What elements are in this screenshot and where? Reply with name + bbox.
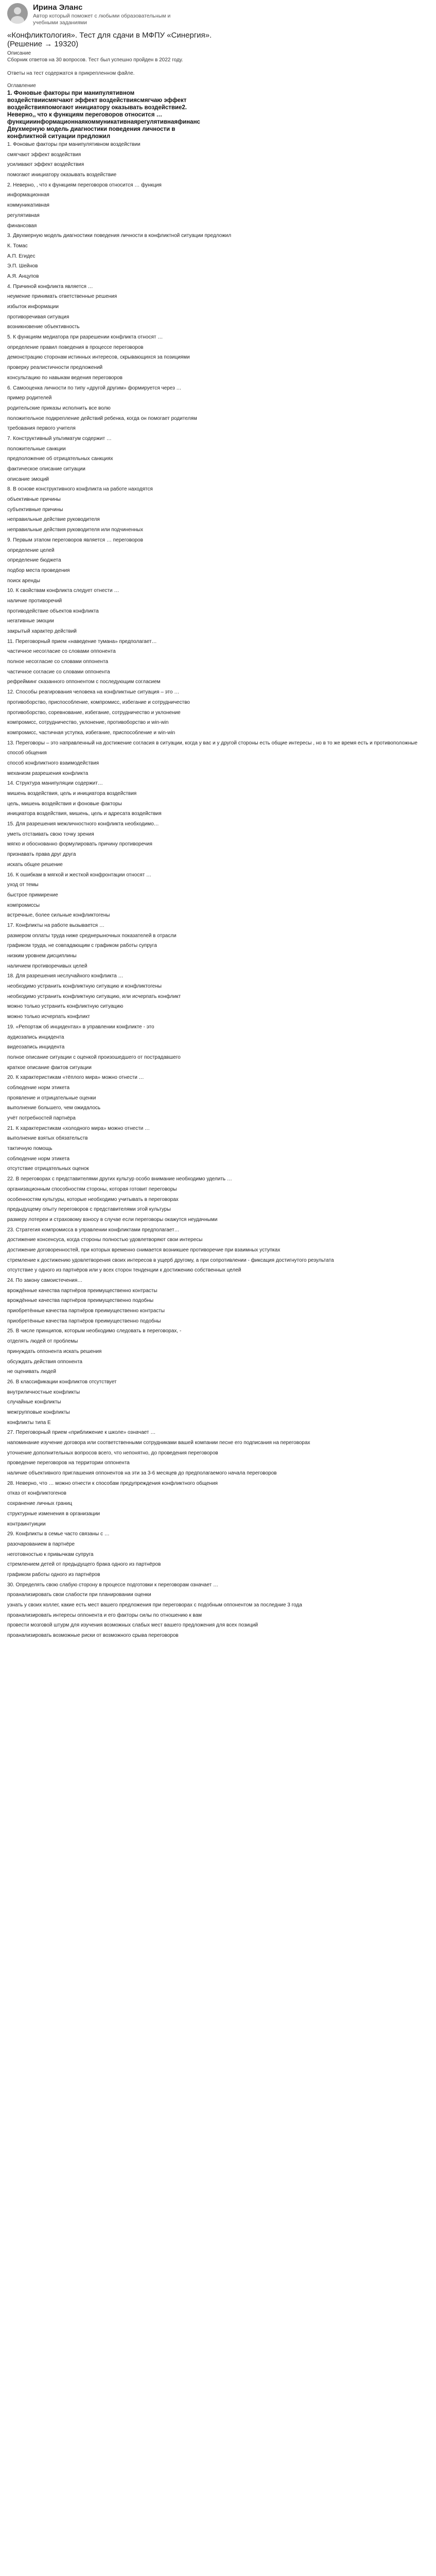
list-item: К. Томас xyxy=(7,243,28,249)
list-item: не оценивать людей xyxy=(7,1369,56,1375)
user-icon xyxy=(7,3,28,24)
list-item: узнать у своих коллег, какие есть мест вашего предложения при переговорах с подобным оппонентом за последние 3 года xyxy=(7,1602,302,1608)
list-item: усиливают эффект воздействия xyxy=(7,162,84,168)
list-item: Э.П. Шейнов xyxy=(7,263,38,269)
list-item: избыток информации xyxy=(7,304,59,310)
list-item: пример родителей xyxy=(7,395,52,401)
list-item: неправильные действия руководителя или подчиненных xyxy=(7,527,143,533)
list-item: можно только устранить конфликтную ситуацию xyxy=(7,1004,124,1010)
list-item: 27. Переговорный прием «приближение к школе» означает … xyxy=(7,1430,156,1436)
list-item: частичное несогласие со словами оппонента xyxy=(7,649,116,655)
list-item: 3. Двухмерную модель диагностики поведения личности в конфликтной ситуации предложил xyxy=(7,233,232,239)
list-item: врождённые качества партнёров преимущественно контрасты xyxy=(7,1287,158,1294)
list-item: инициатора воздействия, мишень, цель и адресата воздействия xyxy=(7,811,162,817)
list-item: регулятивная xyxy=(7,212,40,218)
list-item: контраинтуиции xyxy=(7,1521,46,1527)
list-item: 5. К функциям медиатора при разрешении конфликта относят … xyxy=(7,334,163,341)
author-block xyxy=(7,0,430,27)
list-item: негативные эмоции xyxy=(7,618,54,624)
list-item: 22. В переговорах с представителями других культур особо внимание необходимо уделить … xyxy=(7,1176,232,1182)
list-item: 10. К свойствам конфликта следует отнести … xyxy=(7,588,119,594)
list-item: определение целей xyxy=(7,547,55,553)
description-text: Сборник ответов на 30 вопросов. Тест был успешно пройден в 2022 году. xyxy=(7,57,183,63)
list-item: проявление и отрицательные оценки xyxy=(7,1095,96,1101)
list-item: 6. Самооценка личности по типу «другой другим» формируется через … xyxy=(7,385,182,391)
list-item: необходимо устранить конфликтную ситуацию, или исчерпать конфликт xyxy=(7,993,181,999)
list-item: закрытый характер действий xyxy=(7,629,77,634)
list-item: полное описание ситуации с оценкой произошедшего от пострадавшего xyxy=(7,1054,181,1060)
list-item: уточнение дополнительных вопросов всего, что непонятно, до проведения переговоров xyxy=(7,1450,218,1456)
list-item: мягко и обоснованно формулировать причину противоречия xyxy=(7,841,152,848)
list-item: 14. Структура манипуляции содержит… xyxy=(7,781,103,787)
list-item: родительские приказы исполнить все волю xyxy=(7,405,111,411)
avatar[interactable] xyxy=(7,3,28,24)
list-item: 2. Неверно, , что к функциям переговоров относится … функция xyxy=(7,182,162,188)
heading-line: Неверно,, что к функциям переговоров относится … xyxy=(7,112,163,118)
list-item: достижение договоренностей, при которых временно снимается возникшее противоречие при взаимных уступках xyxy=(7,1247,281,1253)
list-item: возникновение объективность xyxy=(7,324,80,330)
list-item: проверку реалистичности предложений xyxy=(7,365,103,371)
list-item: выполнение взятых обязательств xyxy=(7,1136,88,1142)
list-item: демонстрацию сторонам истинных интересов, скрывающихся за позициями xyxy=(7,354,190,361)
list-item: противоборство, приспособление, компромисс, избегание и сотрудничество xyxy=(7,699,190,705)
list-item: определение правил поведения в процессе переговоров xyxy=(7,344,144,350)
list-item: выполнение большего, чем ожидалось xyxy=(7,1105,101,1111)
list-item: соблюдение норм этикета xyxy=(7,1156,70,1162)
list-item: противодействие объектов конфликта xyxy=(7,608,99,614)
list-item: принуждать оппонента искать решения xyxy=(7,1348,102,1354)
questions-list xyxy=(7,140,430,1641)
list-item: 11. Переговорный прием «наведение тумана» предполагает… xyxy=(7,638,157,645)
list-item: особенностям культуры, которые необходимо учитывать в переговорах xyxy=(7,1196,179,1202)
list-item: уметь отстаивать свою точку зрения xyxy=(7,831,94,837)
list-item: 29. Конфликты в семье часто связаны с … xyxy=(7,1531,110,1537)
list-item: 8. В основе конструктивного конфликта на работе находятся xyxy=(7,486,153,493)
list-item: поиск аренды xyxy=(7,578,40,584)
list-item: провести мозговой штурм для изучения возможных слабых мест вашего предложения для всех позиций xyxy=(7,1622,258,1629)
list-item: 19. «Репортаж об инцидентах» в управлении конфликте - это xyxy=(7,1024,154,1030)
list-item: наличие объективного приглашения оппонентов на эти за 3-6 месяцев до предполагаемого начала переговоров xyxy=(7,1470,277,1477)
list-item: случайные конфликты xyxy=(7,1399,61,1405)
list-item: проанализировать возможные риски от возможного срыва переговоров xyxy=(7,1633,179,1639)
list-item: 18. Для разрешения неслучайного конфликта … xyxy=(7,973,124,979)
list-item: помогают инициатору оказывать воздействие xyxy=(7,172,117,178)
list-item: 30. Определять свою слабую сторону в процессе подготовки к переговорам означает … xyxy=(7,1582,218,1588)
list-item: коммуникативная xyxy=(7,202,49,209)
list-item: врождённые качества партнёров преимущественно подобны xyxy=(7,1298,154,1304)
list-item: описание эмоций xyxy=(7,476,49,482)
list-item: определение бюджета xyxy=(7,557,61,564)
list-item: А.П. Егидес xyxy=(7,253,36,259)
list-item: можно только исчерпать конфликт xyxy=(7,1014,90,1020)
list-item: тактичную помощь xyxy=(7,1146,53,1152)
list-item: разочарованием в партнёре xyxy=(7,1541,75,1547)
list-item: фактическое описание ситуации xyxy=(7,466,85,472)
list-item: объективные причины xyxy=(7,497,61,503)
list-item: стремлением детей от предыдущего брака одного из партнёров xyxy=(7,1562,161,1568)
list-item: наличие противоречий xyxy=(7,598,62,604)
list-item: 12. Способы реагирования человека на конфликтные ситуация – это … xyxy=(7,689,180,696)
toc-heading xyxy=(7,90,430,140)
list-item: положительные санкции xyxy=(7,446,66,452)
list-item: неготовностью к привычкам супруга xyxy=(7,1551,94,1557)
list-item: противоречивая ситуация xyxy=(7,314,69,320)
list-item: конфликты типа Е xyxy=(7,1419,51,1426)
list-item: отсутствие отрицательных оценок xyxy=(7,1166,89,1172)
list-item: приобретённые качества партнёров преимущественно подобны xyxy=(7,1318,161,1324)
list-item: 21. К характеристикам «холодного мира» можно отнести … xyxy=(7,1125,150,1131)
list-item: проанализировать свои слабости при планировании оценки xyxy=(7,1592,151,1598)
list-item: компромисс, частичная уступка, избегание, приспособление и win-win xyxy=(7,730,176,736)
heading-line: конфликтной ситуации предложил xyxy=(7,133,110,140)
list-item: графиком работы одного из партнёров xyxy=(7,1571,100,1578)
heading-line: Двухмерную модель диагностики поведения личности в xyxy=(7,126,176,132)
list-item: отсутствие у одного из партнёров или у всех сторон тенденции к достижению собственных целей xyxy=(7,1267,241,1274)
list-item: 15. Для разрешения межличностного конфликта необходимо… xyxy=(7,821,159,827)
list-item: 4. Причиной конфликта является … xyxy=(7,283,93,290)
list-item: способ общения xyxy=(7,750,47,756)
list-item: цель, мишень воздействия и фоновые факторы xyxy=(7,801,122,807)
description-label: Описание xyxy=(7,50,31,56)
list-item: 7. Конструктивный ультиматум содержит … xyxy=(7,435,112,442)
list-item: 9. Первым этапом переговоров является … переговоров xyxy=(7,537,143,543)
list-item: 25. В числе принципов, которым необходимо следовать в переговорах, - xyxy=(7,1328,182,1334)
list-item: структурные изменения в организации xyxy=(7,1511,100,1517)
list-item: уход от темы xyxy=(7,882,39,888)
list-item: сохранение личных границ xyxy=(7,1501,72,1507)
author-description-line2: учебными заданиями xyxy=(33,20,87,26)
author-description-line1: Автор который поможет с любыми образовательным и xyxy=(33,13,171,19)
list-item: полное несогласие со словами оппонента xyxy=(7,659,109,665)
list-item: межгрупповые конфликты xyxy=(7,1409,70,1415)
list-item: размеру лотереи и страховому взносу в случае если переговоры окажутся неудачными xyxy=(7,1216,218,1223)
page-title xyxy=(7,31,430,48)
list-item: графиком труда, не совпадающим с графиком работы супруга xyxy=(7,943,157,949)
list-item: организационным способностям стороны, которая готовит переговоры xyxy=(7,1186,177,1192)
list-item: 13. Переговоры – это направленный на достижение согласия в ситуации, когда у вас и у другой стороны есть общие интересы , но в то же время есть и противоположные xyxy=(7,740,417,746)
list-item: 1. Фоновые факторы при манипулятивном воздействии xyxy=(7,142,141,147)
list-item: консультацию по навыкам ведения переговоров xyxy=(7,375,123,381)
toc-label: Оглавление xyxy=(7,83,36,89)
list-item: подбор места проведения xyxy=(7,567,70,573)
list-item: наличием противоречивых целей xyxy=(7,963,88,969)
list-item: финансовая xyxy=(7,223,37,229)
list-item: встречные, более сильные конфликтогены xyxy=(7,912,110,919)
list-item: аудиозапись инцидента xyxy=(7,1034,64,1040)
list-item: быстрое примирение xyxy=(7,892,58,898)
list-item: 28. Неверно, что … можно отнести к способам предупреждения конфликтного общения xyxy=(7,1480,218,1486)
list-item: смягчают эффект воздействия xyxy=(7,151,81,158)
list-item: обсуждать действия оппонента xyxy=(7,1359,82,1365)
page-title-line1: «Конфликтология». Тест для сдачи в МФПУ «Синергия». xyxy=(7,31,212,40)
page-title-line2: (Решение → 19320) xyxy=(7,40,79,48)
list-item: компромисс, сотрудничество, уклонение, противоборство и win-win xyxy=(7,720,169,726)
list-item: неправильные действие руководителя xyxy=(7,517,100,523)
list-item: предыдущему опыту переговоров с представителями этой культуры xyxy=(7,1207,171,1213)
list-item: предположение об отрицательных санкциях xyxy=(7,456,113,462)
heading-line: воздействияпомогают инициатору оказывать воздействие2. xyxy=(7,105,187,111)
list-item: положительное подкрепление действий ребенка, когда он помогает родителям xyxy=(7,415,197,421)
list-item: учёт потребностей партнёра xyxy=(7,1115,76,1121)
list-item: 24. По закону самоистечения… xyxy=(7,1278,83,1283)
list-item: отделять людей от проблемы xyxy=(7,1338,78,1345)
list-item: 16. К ошибкам в мягкой и жесткой конфронтации относят … xyxy=(7,872,151,878)
list-item: краткое описание фактов ситуации xyxy=(7,1064,92,1071)
list-item: приобретённые качества партнёров преимущественно контрасты xyxy=(7,1308,165,1314)
list-item: 26. В классификации конфликтов отсутствует xyxy=(7,1379,117,1385)
list-item: 20. К характеристикам «тёплого мира» можно отнести … xyxy=(7,1075,144,1081)
list-item: А.Я. Анцупов xyxy=(7,273,39,279)
list-item: видеозапись инцидента xyxy=(7,1044,65,1050)
list-item: внутриличностные конфликты xyxy=(7,1389,80,1395)
list-item: соблюдение норм этикета xyxy=(7,1084,70,1091)
author-name[interactable]: Ирина Эланс xyxy=(33,3,83,12)
list-item: напоминание изучение договора или соответственными сотрудниками вашей компании песне его подписания на переговорах xyxy=(7,1440,310,1446)
list-item: необходимо устранить конфликтную ситуацию и конфликтогены xyxy=(7,984,162,990)
list-item: отказ от конфликтогенов xyxy=(7,1490,66,1497)
list-item: проведение переговоров на территории оппонента xyxy=(7,1460,130,1466)
list-item: размером оплаты труда ниже среднерыночных показателей в отрасли xyxy=(7,933,177,939)
list-item: требования первого учителя xyxy=(7,426,76,432)
list-item: способ конфликтного взаимодействия xyxy=(7,760,99,766)
list-item: субъективные причины xyxy=(7,506,63,513)
heading-line: воздействиисмягчают эффект воздействиясмягчаю эффект xyxy=(7,97,187,104)
answers-note: Ответы на тест содержатся в прикрепленном файле. xyxy=(7,71,135,76)
list-item: неумение принимать ответственные решения xyxy=(7,294,117,300)
list-item: частичное согласие со словами оппонента xyxy=(7,669,110,675)
list-item: достижение консенсуса, когда стороны полностью удовлетворяют свои интересы xyxy=(7,1237,203,1243)
list-item: рефрейминг сказанного оппонентом с последующим согласием xyxy=(7,679,161,685)
list-item: 23. Стратегия компромисса в управлении конфликтами предполагает… xyxy=(7,1227,180,1233)
list-item: низким уровнем дисциплины xyxy=(7,953,77,959)
heading-line: 1. Фоновые факторы при манипулятивном xyxy=(7,90,135,96)
list-item: признавать права друг друга xyxy=(7,852,76,858)
list-item: информационная xyxy=(7,192,49,198)
list-item: компромиссы xyxy=(7,902,40,908)
list-item: противоборство, соревнование, избегание, сотрудничество и уклонение xyxy=(7,709,181,716)
list-item: 17. Конфликты на работе вызывается … xyxy=(7,922,104,928)
list-item: проанализировать интересы оппонента и его факторы силы по отношению к вам xyxy=(7,1612,202,1618)
heading-line: функцииинформационнаякоммуникативнаярегулятивнаяфинанс xyxy=(7,119,200,125)
list-item: искать общее решение xyxy=(7,861,63,868)
list-item: механизм разрешения конфликта xyxy=(7,770,89,776)
list-item: стремление к достижению удовлетворения своих интересов в ущерб другому, а при сопротивлении - фиксация достигнутого результата xyxy=(7,1257,334,1263)
list-item: мишень воздействия, цель и инициатора воздействия xyxy=(7,791,137,796)
